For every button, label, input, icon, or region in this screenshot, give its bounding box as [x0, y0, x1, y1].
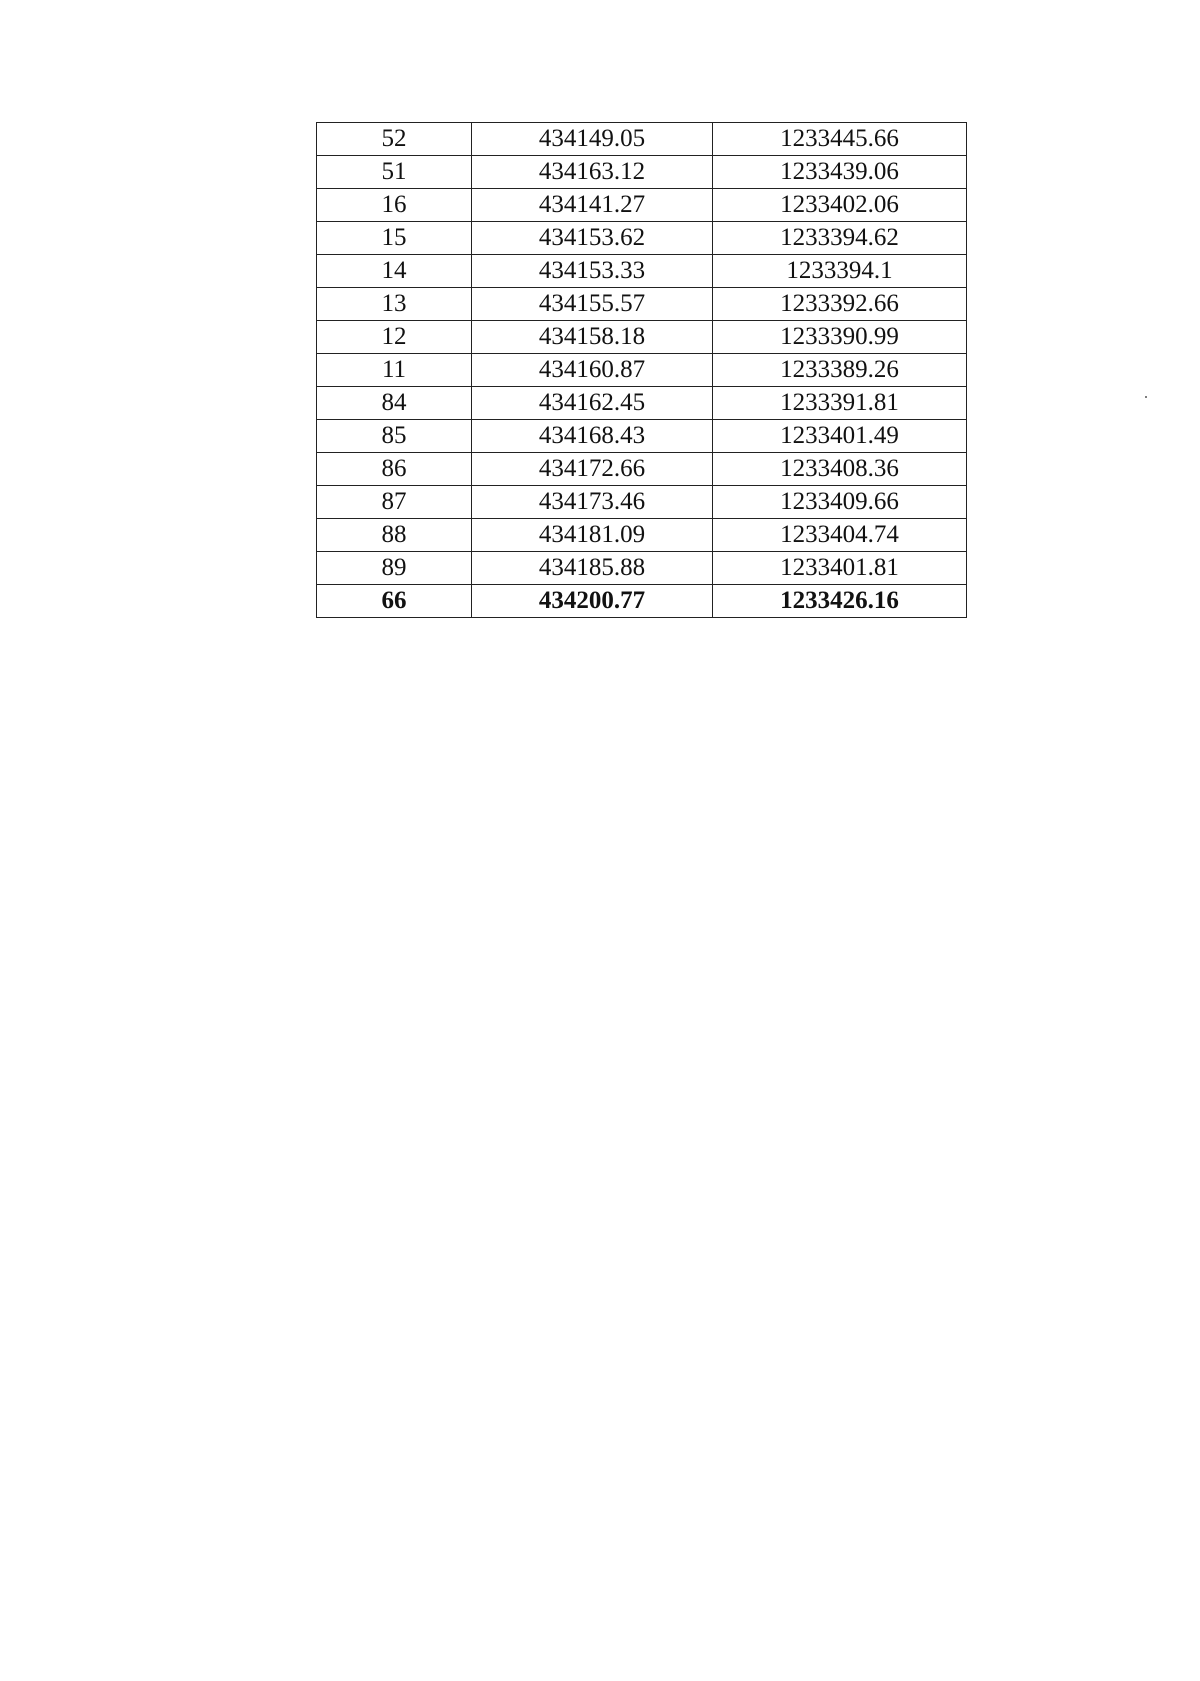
y-coordinate-cell: 1233409.66 — [713, 486, 967, 519]
x-coordinate-cell: 434153.33 — [472, 255, 713, 288]
y-coordinate-cell: 1233404.74 — [713, 519, 967, 552]
point-id-cell: 52 — [317, 123, 472, 156]
point-id-cell: 85 — [317, 420, 472, 453]
x-coordinate-cell: 434168.43 — [472, 420, 713, 453]
x-coordinate-cell: 434149.05 — [472, 123, 713, 156]
point-id-cell: 84 — [317, 387, 472, 420]
table-row — [317, 453, 967, 486]
coordinates-table-body — [317, 123, 967, 618]
x-coordinate-cell: 434158.18 — [472, 321, 713, 354]
x-coordinate-cell: 434155.57 — [472, 288, 713, 321]
point-id-cell: 12 — [317, 321, 472, 354]
point-id-cell: 66 — [317, 585, 472, 618]
y-coordinate-cell: 1233389.26 — [713, 354, 967, 387]
y-coordinate-cell: 1233401.49 — [713, 420, 967, 453]
x-coordinate-cell: 434173.46 — [472, 486, 713, 519]
table-row — [317, 222, 967, 255]
table-row — [317, 552, 967, 585]
point-id-cell: 89 — [317, 552, 472, 585]
table-row — [317, 321, 967, 354]
table-row — [317, 123, 967, 156]
y-coordinate-cell: 1233439.06 — [713, 156, 967, 189]
x-coordinate-cell: 434141.27 — [472, 189, 713, 222]
y-coordinate-cell: 1233391.81 — [713, 387, 967, 420]
y-coordinate-cell: 1233426.16 — [713, 585, 967, 618]
table-row — [317, 255, 967, 288]
table-row — [317, 156, 967, 189]
table-row-final — [317, 585, 967, 618]
point-id-cell: 86 — [317, 453, 472, 486]
scan-speck — [1145, 396, 1147, 398]
x-coordinate-cell: 434181.09 — [472, 519, 713, 552]
point-id-cell: 88 — [317, 519, 472, 552]
table-row — [317, 288, 967, 321]
point-id-cell: 51 — [317, 156, 472, 189]
x-coordinate-cell: 434200.77 — [472, 585, 713, 618]
table-row — [317, 519, 967, 552]
point-id-cell: 13 — [317, 288, 472, 321]
x-coordinate-cell: 434172.66 — [472, 453, 713, 486]
table-row — [317, 354, 967, 387]
table-row — [317, 420, 967, 453]
point-id-cell: 15 — [317, 222, 472, 255]
point-id-cell: 14 — [317, 255, 472, 288]
y-coordinate-cell: 1233445.66 — [713, 123, 967, 156]
x-coordinate-cell: 434163.12 — [472, 156, 713, 189]
y-coordinate-cell: 1233408.36 — [713, 453, 967, 486]
y-coordinate-cell: 1233402.06 — [713, 189, 967, 222]
point-id-cell: 11 — [317, 354, 472, 387]
point-id-cell: 16 — [317, 189, 472, 222]
x-coordinate-cell: 434153.62 — [472, 222, 713, 255]
y-coordinate-cell: 1233394.62 — [713, 222, 967, 255]
table-row — [317, 189, 967, 222]
x-coordinate-cell: 434162.45 — [472, 387, 713, 420]
coordinates-table — [316, 122, 967, 618]
x-coordinate-cell: 434185.88 — [472, 552, 713, 585]
table-row — [317, 486, 967, 519]
y-coordinate-cell: 1233401.81 — [713, 552, 967, 585]
x-coordinate-cell: 434160.87 — [472, 354, 713, 387]
y-coordinate-cell: 1233394.1 — [713, 255, 967, 288]
point-id-cell: 87 — [317, 486, 472, 519]
y-coordinate-cell: 1233392.66 — [713, 288, 967, 321]
y-coordinate-cell: 1233390.99 — [713, 321, 967, 354]
table-row — [317, 387, 967, 420]
